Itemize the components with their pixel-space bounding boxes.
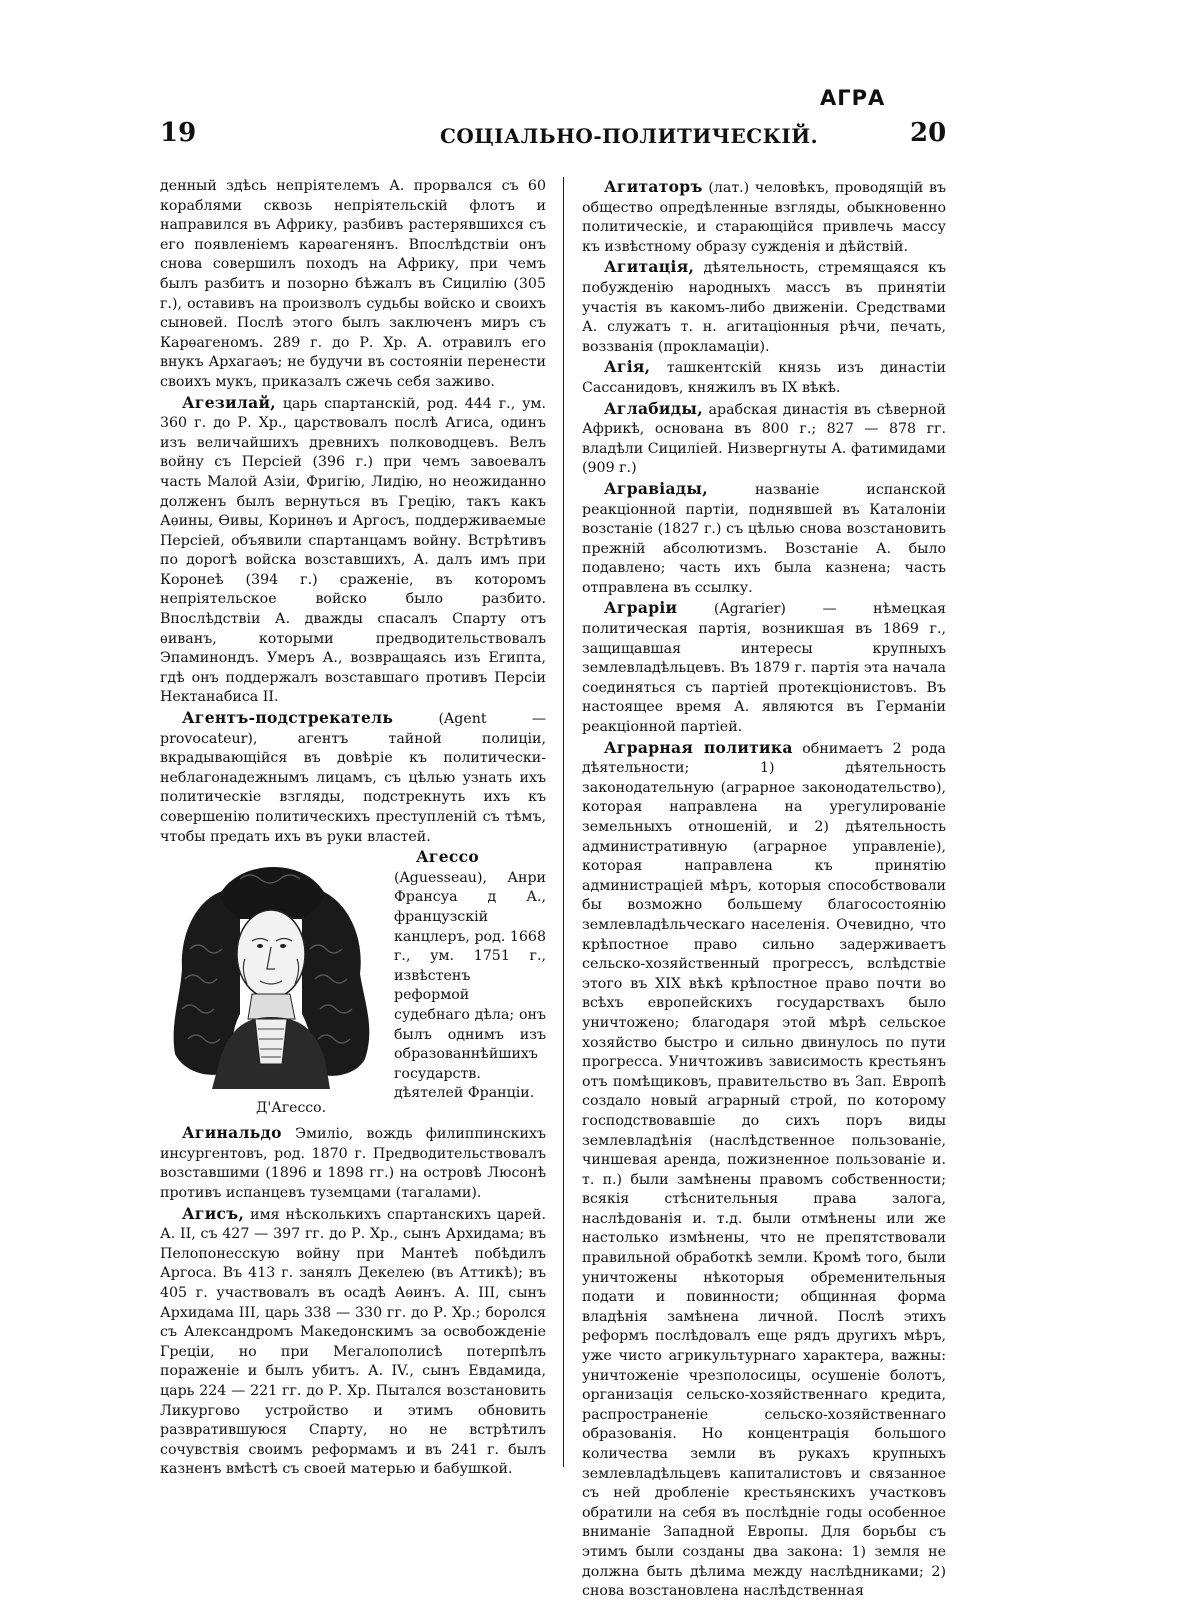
entry-aghlabids [582,399,946,479]
entry-text: (Aguesseau), Анри Франсуа д А., французскій канцлеръ, род. 1668 г., ум. 1751 г., извѣстенъ реформой судебнаго дѣла; онъ былъ однимъ изъ образованнѣйшихъ государств. дѣятелей Франціи. [394,869,546,1102]
running-head-word: АГРА [820,86,886,110]
portrait-caption: Д'Агессо. [256,1100,327,1117]
entry-agis [160,1204,546,1480]
entry-headword: Аглабиды, [604,398,703,418]
portrait-figure [160,849,382,1119]
entry-text: (Agent — provocateur), агентъ тайной полиціи, вкрадывающійся въ довѣріе къ политически-неблагонадежнымъ лицамъ, съ цѣлью узнать ихъ политическіе взгляды, подстрекнуть ихъ къ совершенію политическихъ преступленій съ тѣмъ, чтобы предать ихъ въ руки властей. [160,711,547,845]
column-divider [563,177,564,1467]
right-column [582,177,947,1600]
entry-text: Эмиліо, вождь филиппинскихъ инсургентовъ, род. 1870 г. Предводительствовалъ возставшими (1896 и 1898 гг.) на островѣ Люсонѣ противъ испанцевъ туземцами (тагалами). [160,1126,546,1201]
entry-agathocles-continuation: денный здѣсь непріятелемъ А. прорвался съ 60 кораблями сквозь непріятельскій флотъ и направился въ Африку, разбивъ растерявшихся съ его появленіемъ карѳагенянъ. Впослѣдствіи онъ снова совершилъ походъ на Африку, при чемъ былъ разбитъ и позорно бѣжалъ въ Сицилію (305 г.), оставивъ на произволъ судьбы войско и своихъ сыновей. Послѣ этого былъ заключенъ миръ съ Карѳагеномъ. 289 г. до Р. Хр. А. отравилъ его внукъ Архагаѳъ; не будучи въ состояніи перенести своихъ мукъ, приказалъ сжечь себя заживо. [160,178,546,390]
page-header-title: СОЦІАЛЬНО-ПОЛИТИЧЕСКІЙ. [440,124,819,148]
entry-headword: Агитаторъ [604,177,703,196]
entry-text: названіе испанской реакціонной партіи, поднявшей въ Каталоніи возстаніе (1827 г.) съ цѣлью снова возстановить прежній абсолютизмъ. Возстаніе А. было подавлено; часть ихъ была казнена; часть отправлена въ ссылку. [582,481,946,596]
entry-agrarian-policy [582,738,946,1602]
entry-headword: Агентъ-подстрекатель [182,708,394,728]
entry-agitation [582,257,946,357]
entry-aguinaldo [160,1123,546,1203]
entry-text: обнимаетъ 2 рода дѣятельности; 1) дѣятельность законодательную (аграрное законодательство), которая направлена на урегулированіе земельныхъ отношеній, и 2) дѣятельность административную (аграрное управленіе), которая направлена къ принятію администраціей мѣръ, которыя способствовали бы возможно большему благосостоянію землевладѣльческаго населенія. Очевидно, что крѣпостное право сильно задерживаетъ сельско-хозяйственный прогрессъ, вслѣдствіе этого въ XIX вѣкѣ крѣпостное право почти во всѣхъ европейскихъ государствахъ было уничтожено; благодаря этой мѣрѣ сельское хозяйство быстро и сильно двинулось по пути прогресса. Уничтоживъ зависимость крестьянъ отъ помѣщиковъ, правительство въ Зап. Европѣ создало новый аграрный строй, по которому господствовавшіе до сихъ поръ виды землевладѣнія (наслѣдственное пользованіе, чиншевая аренда, пожизненное пользованіе и. т. п.) были замѣнены правомъ собственности; всякія стѣснительныя права залога, наслѣдованія и. т.д. были отмѣнены или же настолько измѣнены, что не препятствовали правильной обработкѣ земли. Кромѣ того, были уничтожены нѣкоторыя обременительныя подати и повинности; общинная форма владѣнія замѣнена личной. Послѣ этихъ реформъ послѣдовалъ еще рядъ другихъ мѣръ, уже чисто агрикультурнаго характера, важны: уничтоженіе чрезполосицы, осушеніе болотъ, организація сельско-хозяйственнаго кредита, распространеніе сельско-хозяйственнаго образованія. Но концентрація большого количества земли въ рукахъ крупныхъ землевладѣльцевъ капиталистовъ и связанное съ ней дробленіе крестьянскихъ участковъ обратили на себя въ послѣдніе годы особенное вниманіе Западной Европы. Для борьбы съ этимъ были созданы два закона: 1) земля не должна быть дѣлима между наслѣдниками; 2) снова возстановлена наслѣдственная [582,740,947,1600]
entry-headword: Агинальдо [182,1123,282,1143]
entry-headword: Агравіады, [604,478,708,498]
entry-text: царь спартанскій, род. 444 г., ум. 360 г. до Р. Хр., царствовалъ послѣ Агиса, одинъ изъ величайшихъ древнихъ полководцевъ. Велъ войну съ Персіей (396 г.) при чемъ завоевалъ часть Малой Азіи, Фригію, Лидію, но неожиданно долженъ былъ вернуться въ Грецію, такъ какъ Аѳины, Ѳивы, Коринѳъ и Аргосъ, поддерживаемые Персіей, объявили спартанцамъ войну. Встрѣтивъ по дорогѣ войска возставшихъ, А. далъ имъ при Коронеѣ (394 г.) сраженіе, въ которомъ непріятельское войско было разбито. Впослѣдствіи А. дважды спасалъ Спарту отъ ѳиванъ, которыми предводительствовалъ Эпаминондъ. Умеръ А., возвращаясь изъ Египта, гдѣ онъ поддержалъ возставшаго противъ Персіи Нектанабиса II. [160,395,546,706]
entry-agia [582,357,946,398]
entry-headword: Агитація, [604,257,695,277]
entry-text: имя нѣсколькихъ спартанскихъ царей. А. II, съ 427 — 397 гг. до Р. Хр., сынъ Архидама; въ Пелопонесскую войну при Мантеѣ побѣдилъ Аргоса. Въ 413 г. занялъ Декелею (въ Аттикѣ); въ 405 г. участвовалъ въ осадѣ Аѳинъ. А. III, сынъ Архидама III, царь 338 — 330 гг. до Р. Хр.; боролся съ Александромъ Македонскимъ за освобожденіе Греціи, но при Мегалополисѣ потерпѣлъ пораженіе и былъ убитъ. А. IV., сынъ Евдамида, царь 224 — 221 гг. до Р. Хр. Пытался возстановить Ликургово устройство и этимъ обновить развратившуюся Спарту, но не встрѣтилъ сочувствія своимъ реформамъ и въ 241 г. былъ казненъ вмѣстѣ съ своей матерью и бабушкой. [160,1206,546,1478]
page-number-left: 19 [160,118,197,148]
aguesseau-portrait-image [160,849,382,1089]
entry-text: арабская династія въ сѣверной Африкѣ, основана въ 800 г.; 827 — 878 гг. владѣли Сициліей. Низвергнуты А. фатимидами (909 г.) [582,401,946,477]
entry-text: (Agrarier) — нѣмецкая политическая партія, возникшая въ 1869 г., защищавшая интересы крупныхъ землевладѣльцевъ. Въ 1879 г. партія эта начала соединяться съ партіей протекціонистовъ. Въ настоящее время А. являются въ Германіи реакціонной партіей. [582,601,946,736]
entry-agrarians [582,598,946,737]
entry-headword: Агессо [416,847,479,867]
entry-headword: Аграріи [604,598,678,618]
left-column [160,177,546,1477]
entry-text: дѣятельность, стремящаяся къ побужденію народныхъ массъ въ принятіи участія въ какомъ-либо движеніи. Средствами А. служатъ т. н. агитаціонныя рѣчи, печать, воззванія (прокламаціи). [582,260,946,355]
entry-headword: Агисъ, [182,1203,245,1223]
entry-text: ташкентскій князь изъ династіи Сассанидовъ, княжилъ въ IX вѣкѣ. [582,360,946,396]
entry-agraviados [582,479,946,599]
entry-text: (лат.) человѣкъ, проводящій въ общество опредѣленные взгляды, обыкновенно политическіе, и старающійся привлечь массу къ извѣстному образу сужденія и дѣйствій. [582,180,946,255]
entry-headword: Агезилай, [182,392,276,412]
entry-agent-provocateur [160,708,546,847]
entry-agitator [582,177,946,257]
entry-agesilaus [160,393,546,709]
page-number-right: 20 [910,118,947,148]
entry-headword: Агія, [604,357,651,377]
entry-headword: Аграрная политика [604,737,793,757]
